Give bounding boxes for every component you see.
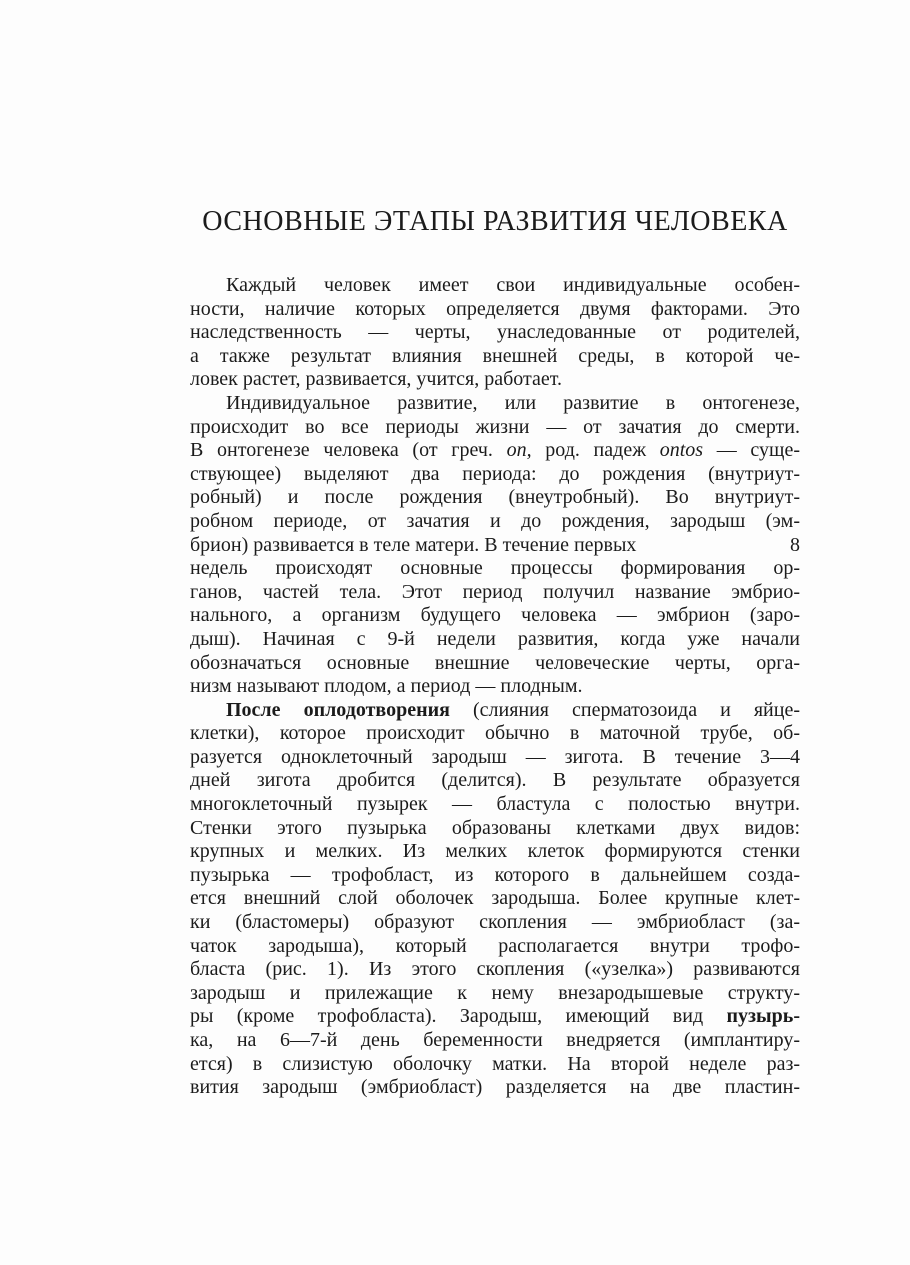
text-line [190, 486, 800, 510]
text-line [190, 604, 800, 628]
text-line [190, 817, 800, 841]
text-segment: ется) в слизистую оболочку матки. На второй неделе раз- [190, 1052, 800, 1075]
text-segment: недель происходят основные процессы формирования ор- [190, 557, 800, 580]
text-segment: Каждый человек имеет свои индивидуальные особен- [226, 274, 800, 296]
text-segment: ловек растет, развивается, учится, работает. [190, 368, 563, 391]
text-line [190, 298, 800, 322]
text-segment: робном периоде, от зачатия и до рождения, зародыш (эм- [190, 509, 800, 532]
text-segment: вития зародыш (эмбриобласт) разделяется на две пластин- [190, 1076, 800, 1099]
text-line [190, 793, 800, 817]
text-line [190, 840, 800, 864]
text-segment: зародыш и прилежащие к нему внезародышевые структу- [190, 981, 800, 1004]
text-line [190, 581, 800, 605]
text-segment: происходит во все периоды жизни — от зачатия до смерти. [190, 415, 800, 438]
text-segment: дыш). Начиная с 9-й недели развития, когда уже начали [190, 627, 800, 650]
page-title: ОСНОВНЫЕ ЭТАПЫ РАЗВИТИЯ ЧЕЛОВЕКА [202, 206, 788, 237]
text-segment: ки (бластомеры) образуют скопления — эмбриобласт (за- [190, 911, 800, 934]
text-line [190, 769, 800, 793]
text-line [190, 911, 800, 935]
text-segment: ствующее) выделяют два периода: до рождения (внутриут- [190, 462, 800, 485]
text-segment: робный) и после рождения (внеутробный). Во внутриут- [190, 486, 800, 509]
text-segment: род. падеж [531, 439, 660, 462]
text-line [190, 1076, 800, 1100]
text-segment: — суще- [703, 439, 800, 462]
text-line [190, 982, 800, 1006]
text-segment: клетки), которое происходит обычно в маточной трубе, об- [190, 722, 800, 745]
text-line [190, 510, 800, 534]
text-segment: ка, на 6—7-й день беременности внедряется (имплантиру- [190, 1029, 800, 1051]
text-segment: ности, наличие которых определяется двумя факторами. Это [190, 297, 800, 320]
text-segment: пузырька — трофобласт, из которого в дальнейшем созда- [190, 863, 800, 886]
text-segment: ры (кроме трофобласта). Зародыш, имеющий вид [190, 1005, 727, 1028]
text-segment: дней зигота дробится (делится). В результате образуется [190, 769, 800, 792]
text-segment: нального, а организм будущего человека — эмбрион (заро- [190, 604, 800, 627]
paragraph [190, 274, 800, 392]
text-segment: чаток зародыша), который располагается внутри трофо- [190, 934, 800, 957]
text-line [190, 1053, 800, 1077]
text-segment: брион) развивается в теле матери. В течение первых [190, 533, 637, 556]
text-segment: низм называют плодом, а период — плодным. [190, 675, 583, 698]
text-segment: наследственность — черты, унаследованные от родителей, [190, 321, 800, 344]
text-line [190, 321, 800, 345]
text-line [190, 935, 800, 959]
text-segment: а также результат влияния внешней среды, в которой че- [190, 344, 800, 367]
italic-text: on, [506, 439, 532, 462]
text-line [190, 274, 800, 298]
text-segment: разуется одноклеточный зародыш — зигота. В течение 3—4 [190, 745, 800, 768]
text-line [190, 392, 800, 416]
text-line [190, 887, 800, 911]
text-line [190, 958, 800, 982]
text-line [190, 463, 800, 487]
text-segment: (слияния сперматозоида и яйце- [449, 698, 800, 721]
text-segment: бласта (рис. 1). Из этого скопления («узелка») развиваются [190, 958, 800, 981]
text-segment: многоклеточный пузырек — бластула с полостью внутри. [190, 793, 800, 816]
text-segment: В онтогенезе человека (от греч. [190, 439, 507, 462]
text-line [190, 534, 800, 558]
text-line [190, 439, 800, 463]
text-line [190, 628, 800, 652]
text-block [190, 274, 800, 1100]
text-segment: ется внешний слой оболочек зародыша. Более крупные клет- [190, 887, 800, 910]
text-segment: ганов, частей тела. Этот период получил название эмбрио- [190, 580, 800, 603]
text-line [190, 746, 800, 770]
text-line [190, 699, 800, 723]
right-margin-number: 8 [790, 533, 800, 556]
text-segment: Стенки этого пузырька образованы клетками двух видов: [190, 816, 800, 839]
text-segment: обозначаться основные внешние человеческие черты, орга- [190, 651, 800, 674]
text-line [190, 652, 800, 676]
text-segment: крупных и мелких. Из мелких клеток формируются стенки [190, 840, 800, 863]
text-line [190, 1029, 800, 1053]
text-line [190, 345, 800, 369]
text-line [190, 675, 800, 699]
text-line [190, 1005, 800, 1029]
paragraph [190, 699, 800, 1100]
text-segment: Индивидуальное развитие, или развитие в онтогенезе, [226, 391, 800, 414]
text-line [190, 557, 800, 581]
paragraph [190, 392, 800, 699]
text-line [190, 864, 800, 888]
bold-text: пузырь- [726, 1005, 800, 1028]
text-line [190, 368, 800, 392]
text-line [190, 416, 800, 440]
text-line [190, 722, 800, 746]
bold-text: После оплодотворения [226, 698, 450, 721]
italic-text: ontos [659, 439, 704, 462]
